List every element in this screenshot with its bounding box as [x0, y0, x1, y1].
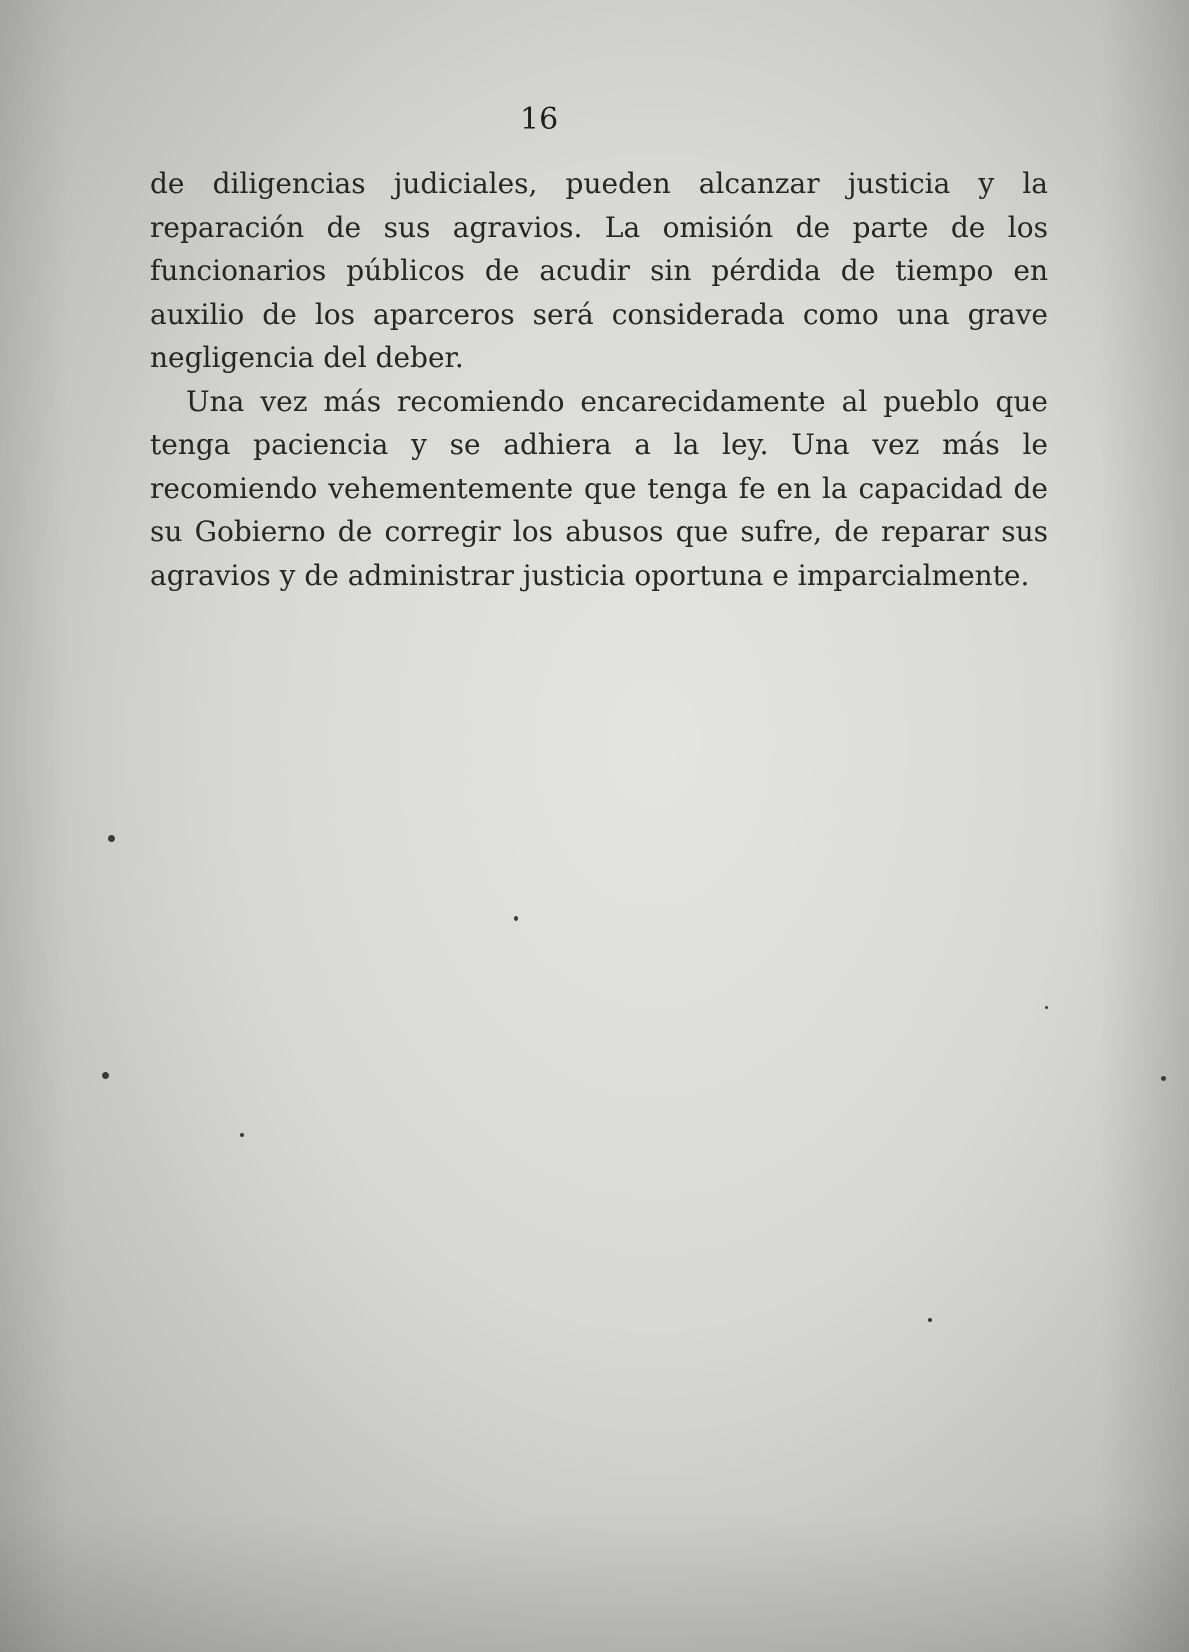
page-edge-shadow-left: [0, 0, 70, 1652]
dust-speck: [1045, 1006, 1048, 1009]
page-number: 16: [520, 102, 559, 137]
paragraph-1: de diligencias judiciales, pueden alcanzar justicia y la reparación de sus agravios. La omisión de parte de los funcionarios públicos de acudir sin pérdida de tiempo en auxilio de los aparceros será considerada como una grave negligencia del deber.: [150, 167, 1048, 374]
dust-speck: [514, 916, 518, 921]
dust-speck: [1161, 1076, 1166, 1081]
dust-speck: [102, 1072, 109, 1079]
page-edge-shadow-right: [1099, 0, 1189, 1652]
page-edge-shadow-bottom: [0, 1512, 1189, 1652]
dust-speck: [240, 1133, 244, 1137]
dust-speck: [108, 835, 115, 842]
body-text: [150, 162, 1048, 597]
dust-speck: [928, 1318, 932, 1322]
paragraph-2: Una vez más recomiendo encarecidamente al pueblo que tenga paciencia y se adhiera a la ley. Una vez más le recomiendo vehementemente que tenga fe en la capacidad de su Gobierno de corregir los abusos que sufre, de reparar sus agravios y de administrar justicia oportuna e imparcialmente.: [150, 384, 1048, 592]
